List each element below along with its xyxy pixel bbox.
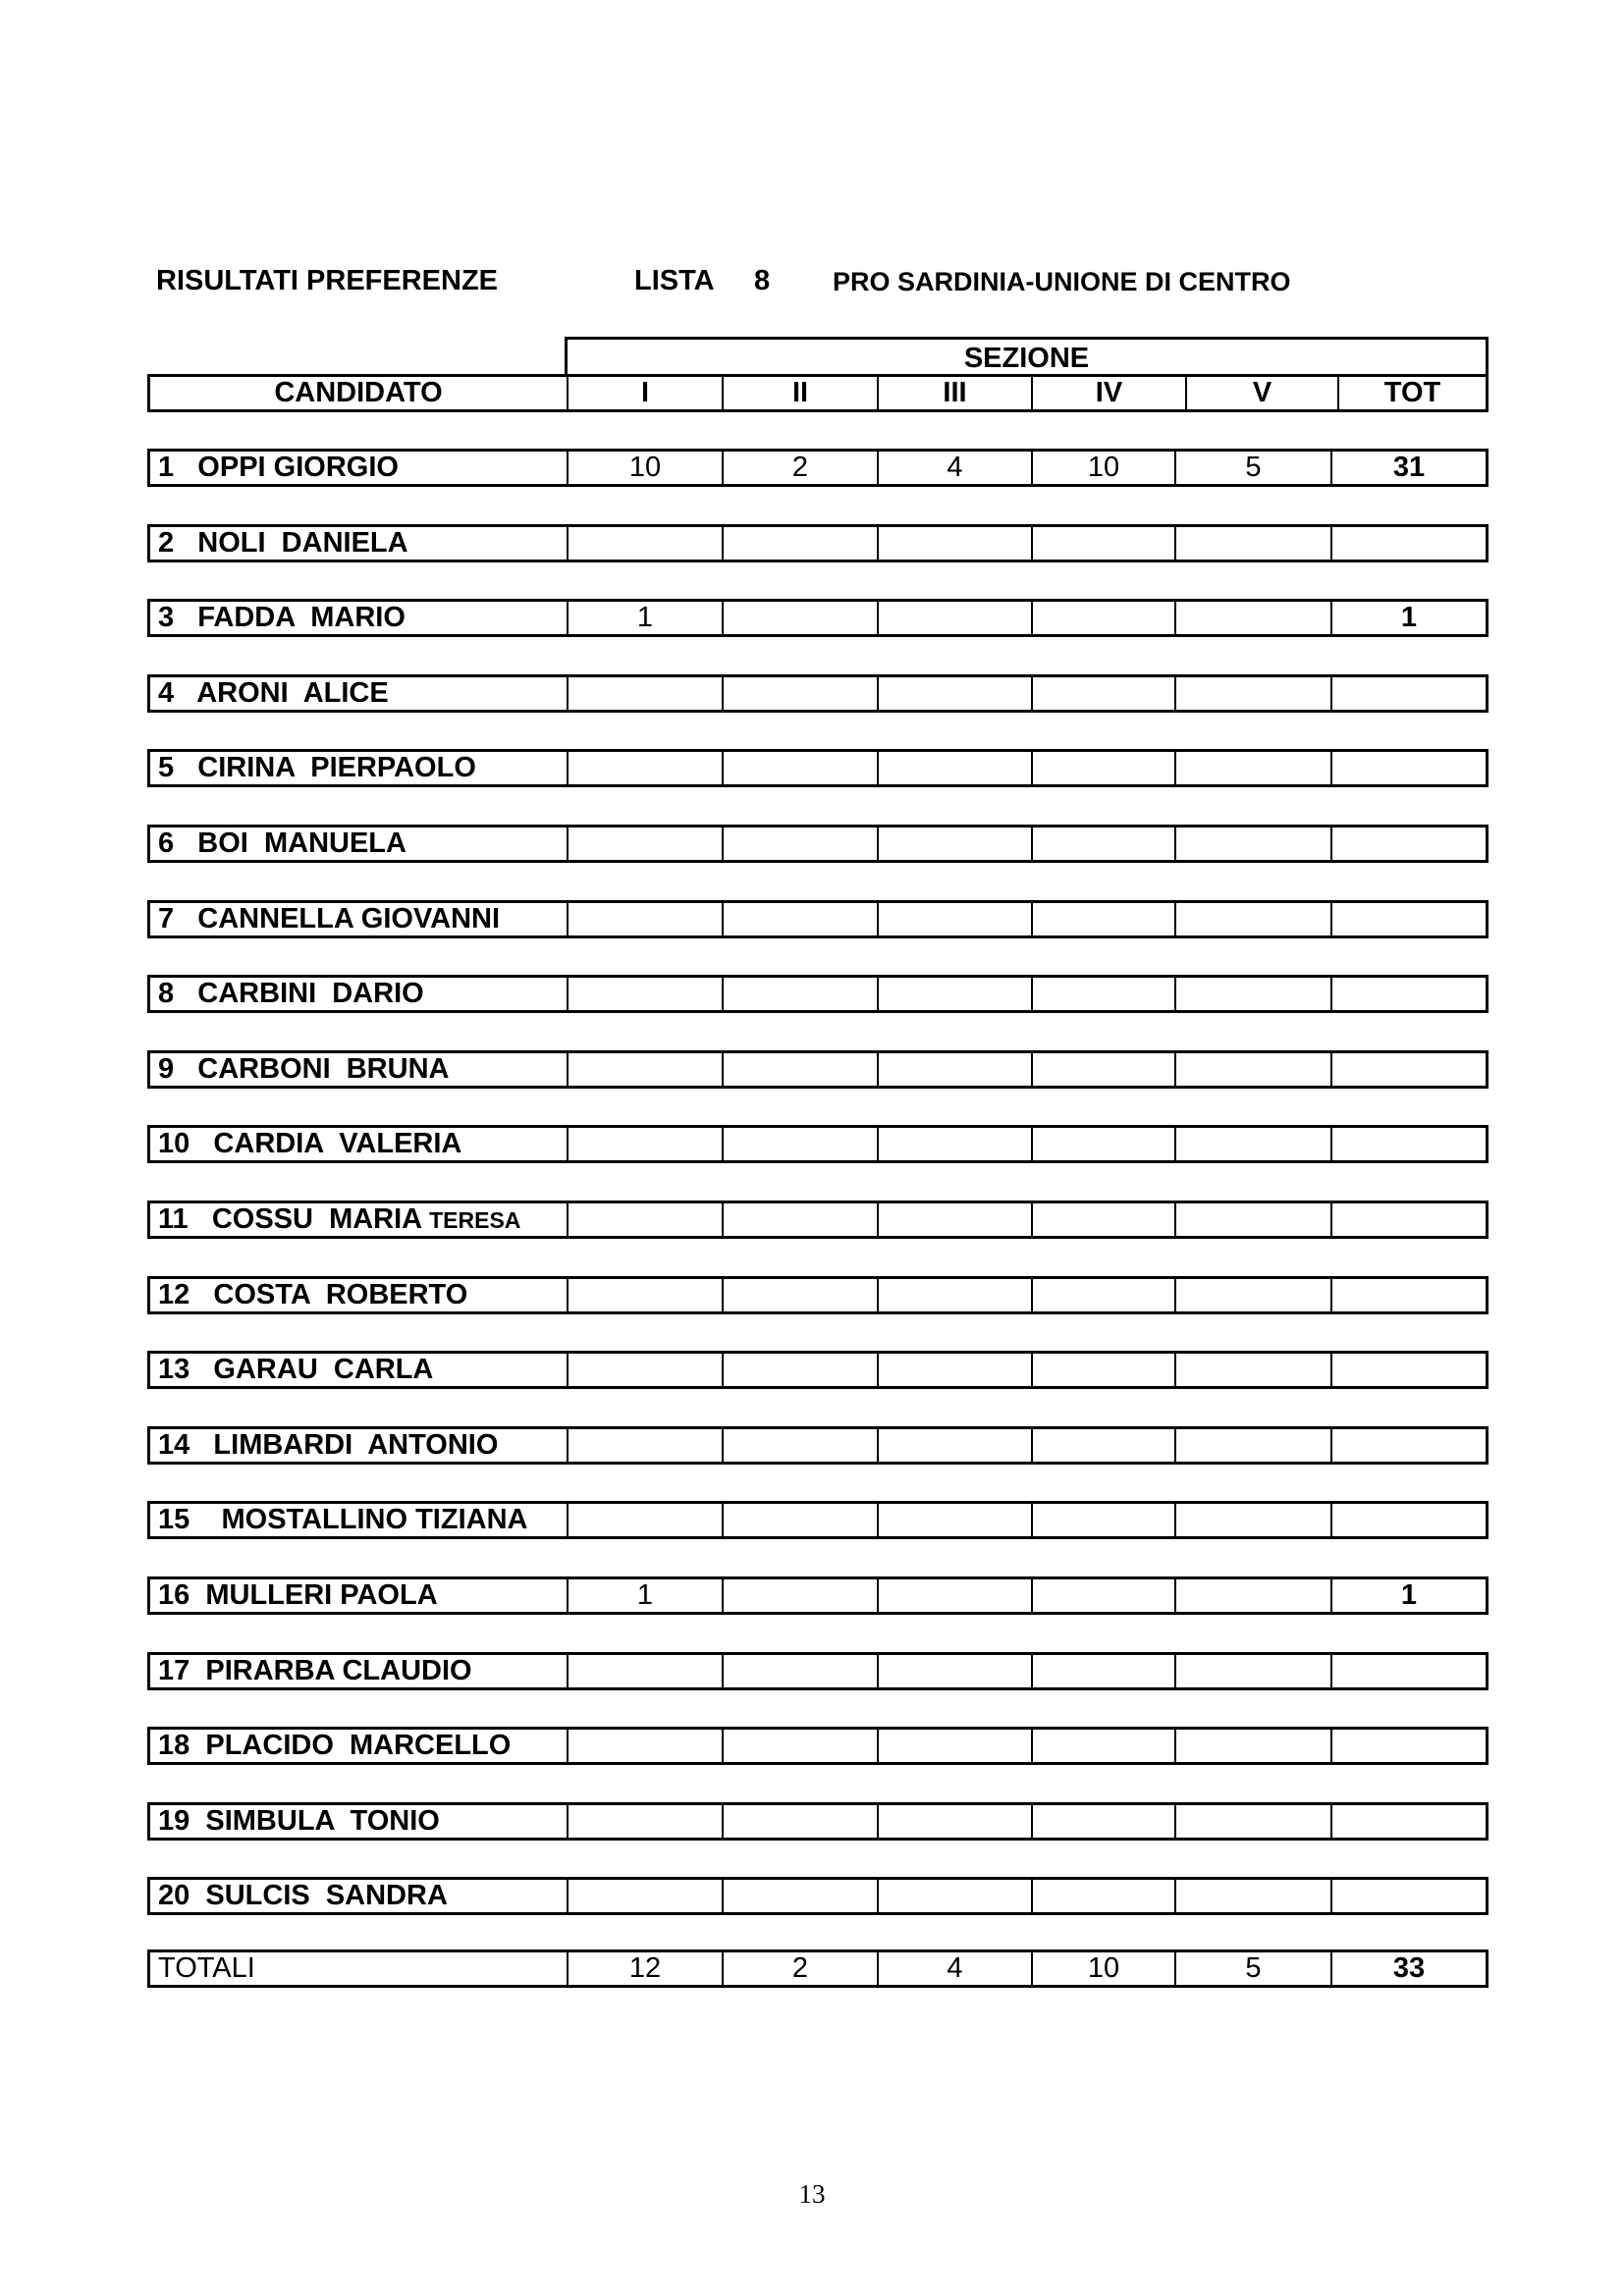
cell-sezione-1 [567,1730,722,1762]
column-header-sezione-5: V [1185,377,1337,409]
column-header-sezione-2: II [722,377,877,409]
cell-tot [1330,1053,1486,1086]
cell-sezione-2 [722,752,877,784]
cell-sezione-3 [877,1579,1031,1612]
totals-label: TOTALI [158,1952,255,1984]
candidate-name-text: 7 CANNELLA GIOVANNI [158,903,501,934]
cell-sezione-2 [722,1805,877,1838]
cell-sezione-3 [877,1279,1031,1311]
cell-sezione-2 [722,1203,877,1236]
cell-sezione-4 [1031,828,1174,860]
cell-tot [1330,1203,1486,1236]
candidate-name [150,677,567,710]
candidate-name-suffix: TERESA [429,1207,521,1233]
lista-label: LISTA [634,265,715,296]
column-header-sezione-4: IV [1031,377,1185,409]
cell-sezione-1 [567,1354,722,1386]
cell-sezione-3 [877,1053,1031,1086]
candidate-name-text: 12 COSTA ROBERTO [158,1279,468,1310]
cell-sezione-3 [877,1880,1031,1912]
table-row [147,825,1489,863]
cell-sezione-5 [1174,1805,1330,1838]
cell-sezione-4 [1031,1203,1174,1236]
cell-tot [1330,1128,1486,1160]
cell-sezione-2 [722,1354,877,1386]
cell-sezione-1 [567,527,722,560]
cell-sezione-5 [1174,677,1330,710]
candidate-name [150,527,567,560]
cell-sezione-3 [877,1655,1031,1687]
cell-tot [1330,527,1486,560]
page-title: RISULTATI PREFERENZE [156,265,498,296]
candidate-name [150,1730,567,1762]
candidate-name-text: 6 BOI MANUELA [158,828,406,859]
cell-sezione-2 [722,1279,877,1311]
cell-sezione-5 [1174,1354,1330,1386]
cell-sezione-4 [1031,1880,1174,1912]
candidate-name [150,1805,567,1838]
cell-sezione-4: 10 [1031,452,1174,484]
table-row [147,975,1489,1013]
cell-sezione-3 [877,903,1031,935]
column-header-sezione-3: III [877,377,1031,409]
cell-sezione-1 [567,677,722,710]
candidate-name [150,1053,567,1086]
cell-sezione-1 [567,1203,722,1236]
cell-sezione-2 [722,1128,877,1160]
cell-tot [1330,1880,1486,1912]
column-header-candidato: CANDIDATO [274,377,443,408]
cell-sezione-3 [877,1354,1031,1386]
cell-tot [1330,1655,1486,1687]
cell-sezione-4 [1031,978,1174,1010]
cell-sezione-3 [877,1128,1031,1160]
table-row [147,1351,1489,1389]
candidate-name-text: 10 CARDIA VALERIA [158,1128,462,1159]
candidate-name-text: 9 CARBONI BRUNA [158,1053,450,1085]
cell-sezione-5 [1174,1655,1330,1687]
cell-tot: 1 [1330,602,1486,634]
cell-sezione-5 [1174,903,1330,935]
table-row [147,749,1489,787]
table-row [147,900,1489,938]
candidate-name-text: 4 ARONI ALICE [158,677,389,709]
cell-sezione-1: 1 [567,1579,722,1612]
cell-sezione-4: 10 [1031,1952,1174,1985]
cell-sezione-4 [1031,677,1174,710]
cell-sezione-5 [1174,1203,1330,1236]
candidate-name-text: 5 CIRINA PIERPAOLO [158,752,476,783]
cell-tot [1330,828,1486,860]
candidate-name [150,452,567,484]
cell-tot [1330,1805,1486,1838]
table-row [147,1501,1489,1539]
cell-sezione-5 [1174,1504,1330,1536]
candidate-name-text: 13 GARAU CARLA [158,1354,434,1385]
cell-sezione-5 [1174,1128,1330,1160]
candidate-name [150,1429,567,1462]
cell-sezione-1 [567,1655,722,1687]
sezione-group-header: SEZIONE [565,337,1489,374]
cell-sezione-2 [722,677,877,710]
table-row [147,1276,1489,1314]
table-row [147,1576,1489,1615]
table-row [147,1877,1489,1915]
cell-sezione-4 [1031,527,1174,560]
cell-sezione-2 [722,527,877,560]
candidate-name-text: 19 SIMBULA TONIO [158,1805,440,1837]
candidate-name [150,1880,567,1912]
cell-sezione-4 [1031,1128,1174,1160]
candidate-name-text: 16 MULLERI PAOLA [158,1579,438,1611]
cell-sezione-4 [1031,1053,1174,1086]
candidate-name-text: 3 FADDA MARIO [158,602,406,633]
cell-tot [1330,1279,1486,1311]
cell-sezione-4 [1031,1730,1174,1762]
cell-tot [1330,752,1486,784]
table-row [147,1426,1489,1465]
candidate-name-text: 20 SULCIS SANDRA [158,1880,448,1911]
cell-sezione-3 [877,527,1031,560]
cell-sezione-5 [1174,978,1330,1010]
candidate-name [150,602,567,634]
cell-sezione-5 [1174,752,1330,784]
cell-sezione-1 [567,1053,722,1086]
page-number: 13 [798,2179,826,2209]
candidate-name-text: 15 MOSTALLINO TIZIANA [158,1504,528,1535]
cell-sezione-2 [722,1504,877,1536]
cell-sezione-1 [567,1128,722,1160]
column-header-tot: TOT [1337,377,1486,409]
table-row [147,1727,1489,1765]
cell-tot [1330,903,1486,935]
cell-sezione-2 [722,602,877,634]
candidate-name [150,1203,567,1236]
cell-sezione-3 [877,1203,1031,1236]
cell-sezione-5 [1174,527,1330,560]
cell-tot [1330,1429,1486,1462]
candidate-name-text: 17 PIRARBA CLAUDIO [158,1655,472,1686]
cell-sezione-1 [567,1504,722,1536]
cell-sezione-3 [877,1504,1031,1536]
cell-sezione-4 [1031,1655,1174,1687]
cell-sezione-2: 2 [722,1952,877,1985]
cell-tot [1330,677,1486,710]
table-header-row [147,374,1489,412]
table-row [147,524,1489,562]
cell-sezione-5 [1174,1053,1330,1086]
cell-sezione-5 [1174,1279,1330,1311]
candidate-name [150,903,567,935]
cell-tot: 31 [1330,452,1486,484]
cell-sezione-4 [1031,1579,1174,1612]
cell-sezione-1: 12 [567,1952,722,1985]
cell-sezione-2 [722,1053,877,1086]
candidate-name [150,1655,567,1687]
cell-sezione-1: 1 [567,602,722,634]
cell-sezione-5 [1174,828,1330,860]
candidate-name-text: 18 PLACIDO MARCELLO [158,1730,512,1761]
cell-sezione-3 [877,828,1031,860]
cell-sezione-5 [1174,602,1330,634]
cell-sezione-4 [1031,1279,1174,1311]
candidate-name-text: 11 COSSU MARIA [158,1203,430,1235]
cell-sezione-3 [877,1730,1031,1762]
cell-sezione-2 [722,1880,877,1912]
table-row [147,1050,1489,1089]
table-row [147,674,1489,713]
cell-sezione-1 [567,1429,722,1462]
candidate-name [150,1579,567,1612]
cell-sezione-3 [877,1429,1031,1462]
cell-sezione-4 [1031,1354,1174,1386]
cell-sezione-2 [722,1429,877,1462]
cell-sezione-3 [877,602,1031,634]
cell-tot: 33 [1330,1952,1486,1985]
candidate-name [150,978,567,1010]
cell-sezione-5 [1174,1429,1330,1462]
candidate-name [150,752,567,784]
cell-sezione-2 [722,1655,877,1687]
candidate-name-text: 2 NOLI DANIELA [158,527,408,559]
cell-sezione-2 [722,1730,877,1762]
cell-sezione-3 [877,677,1031,710]
cell-tot: 1 [1330,1579,1486,1612]
cell-sezione-4 [1031,602,1174,634]
totals-row [147,1949,1489,1988]
cell-sezione-1 [567,903,722,935]
candidate-name [150,828,567,860]
cell-sezione-3: 4 [877,452,1031,484]
candidate-name [150,1504,567,1536]
lista-number: 8 [754,265,771,296]
cell-sezione-2 [722,903,877,935]
cell-sezione-4 [1031,1504,1174,1536]
cell-sezione-4 [1031,1429,1174,1462]
table-row [147,1652,1489,1690]
cell-sezione-1 [567,1880,722,1912]
cell-sezione-3 [877,978,1031,1010]
candidate-name [150,1354,567,1386]
cell-tot [1330,1354,1486,1386]
cell-tot [1330,978,1486,1010]
cell-sezione-2 [722,828,877,860]
cell-sezione-1 [567,828,722,860]
cell-sezione-5 [1174,1730,1330,1762]
table-row [147,1802,1489,1841]
cell-sezione-1: 10 [567,452,722,484]
candidate-name-text: 1 OPPI GIORGIO [158,452,399,483]
cell-sezione-1 [567,752,722,784]
cell-sezione-2: 2 [722,452,877,484]
cell-sezione-2 [722,1579,877,1612]
cell-sezione-5 [1174,1579,1330,1612]
candidate-name-text: 8 CARBINI DARIO [158,978,424,1009]
candidate-name-text: 14 LIMBARDI ANTONIO [158,1429,499,1461]
table-row [147,599,1489,637]
cell-sezione-5: 5 [1174,1952,1330,1985]
cell-tot [1330,1730,1486,1762]
candidate-name [150,1128,567,1160]
cell-sezione-4 [1031,903,1174,935]
table-row [147,1201,1489,1239]
cell-tot [1330,1504,1486,1536]
cell-sezione-4 [1031,752,1174,784]
cell-sezione-1 [567,978,722,1010]
cell-sezione-2 [722,978,877,1010]
cell-sezione-3: 4 [877,1952,1031,1985]
table-row [147,449,1489,487]
table-row [147,1125,1489,1163]
list-name: PRO SARDINIA-UNIONE DI CENTRO [833,267,1291,296]
cell-sezione-5 [1174,1880,1330,1912]
cell-sezione-1 [567,1279,722,1311]
candidate-name [150,1279,567,1311]
column-header-sezione-1: I [567,377,722,409]
cell-sezione-1 [567,1805,722,1838]
cell-sezione-4 [1031,1805,1174,1838]
cell-sezione-3 [877,752,1031,784]
cell-sezione-5: 5 [1174,452,1330,484]
cell-sezione-3 [877,1805,1031,1838]
